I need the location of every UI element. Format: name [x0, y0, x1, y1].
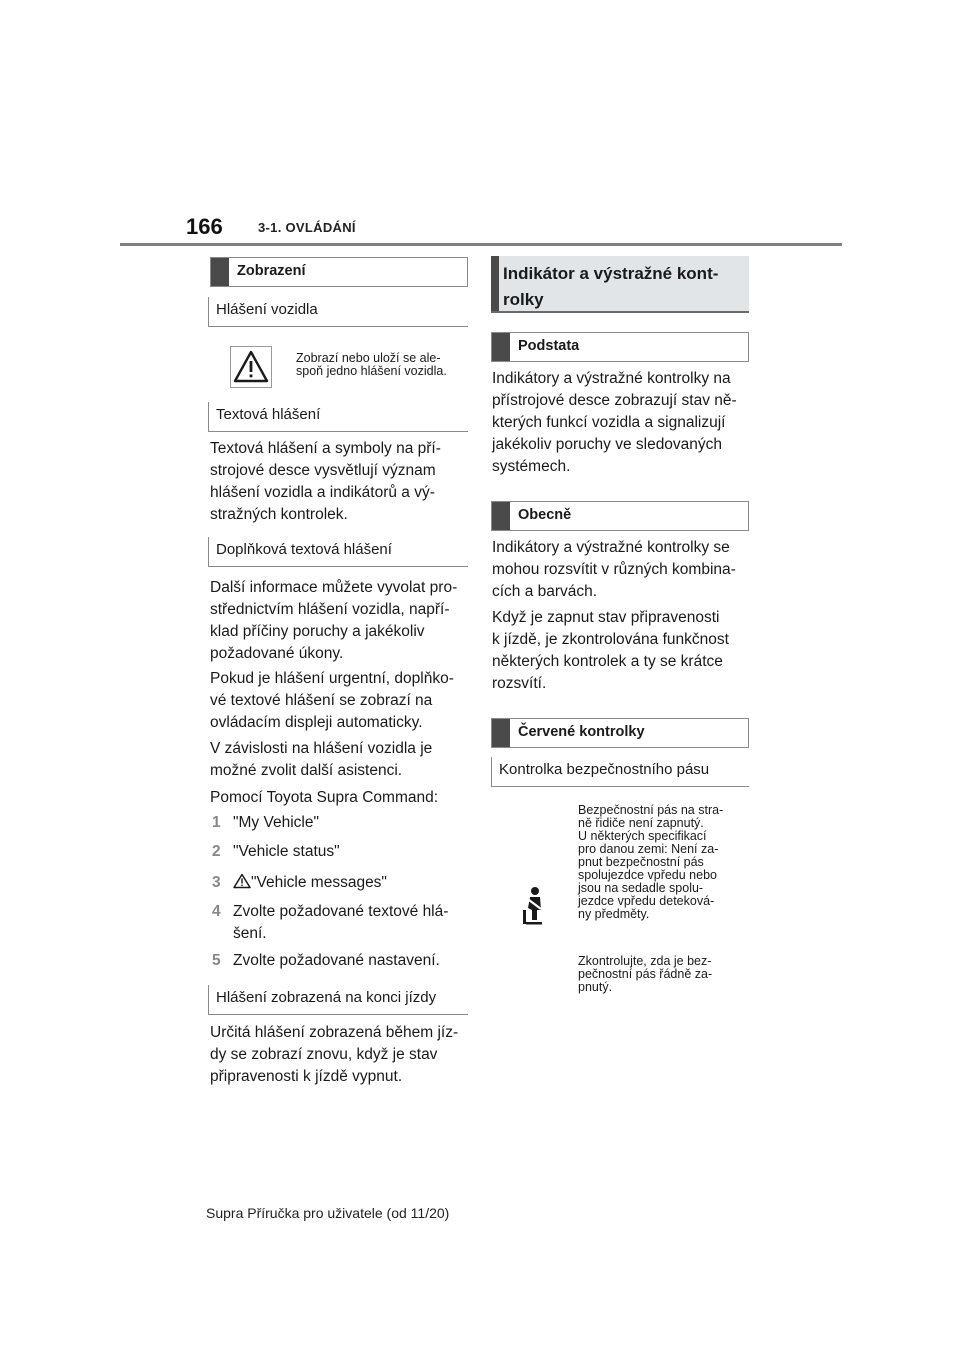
- text-line: dy se zobrazí znovu, když je stav: [210, 1046, 438, 1063]
- paragraph-podstata: [492, 368, 762, 478]
- text-line: ny předměty.: [578, 907, 650, 921]
- text-line: rozsvítí.: [492, 675, 547, 692]
- text-line: Indikátor a výstražné kont-: [503, 264, 719, 283]
- text-line: šení.: [233, 925, 267, 942]
- section-zobrazeni: [210, 257, 468, 287]
- text-line: střednictvím hlášení vozidla, napří-: [210, 601, 450, 618]
- text-line: Zkontrolujte, zda je bez-: [578, 954, 712, 968]
- text-line: rolky: [503, 290, 544, 309]
- text-line: jakékoliv poruchy ve sledovaných: [492, 436, 723, 453]
- text-line: V závislosti na hlášení vozidla je: [210, 740, 433, 757]
- step-text-with-icon: [233, 872, 473, 894]
- text-line: strojové desce vysvětlují význam: [210, 462, 436, 479]
- section-cervene-kontrolky: [491, 718, 749, 748]
- subsection-kontrolka-pasu: [491, 757, 749, 787]
- subsection-hlaseni-vozidla: [208, 297, 468, 327]
- section-label: Zobrazení: [237, 263, 306, 279]
- step-text: Zvolte požadované nastavení.: [233, 952, 440, 969]
- step-text: "My Vehicle": [233, 814, 319, 831]
- big-section-label: [503, 261, 739, 313]
- paragraph-urcita: [210, 1022, 475, 1088]
- text-line: ně řidiče není zapnutý.: [578, 816, 704, 830]
- subsection-label: Kontrolka bezpečnostního pásu: [499, 761, 710, 778]
- step-number: 4: [212, 903, 221, 920]
- section-podstata: [491, 332, 749, 362]
- text-line: Bezpečnostní pás na stra-: [578, 803, 724, 817]
- subsection-label: Hlášení vozidla: [216, 301, 318, 318]
- text-line: Indikátory a výstražné kontrolky se: [492, 539, 730, 556]
- section-marker: [492, 502, 510, 530]
- subsection-label: Hlášení zobrazená na konci jízdy: [216, 989, 437, 1006]
- belt-note-1: [578, 804, 758, 921]
- section-label: Podstata: [518, 338, 580, 354]
- text-line: klad příčiny poruchy a jakékoliv: [210, 623, 425, 640]
- section-marker: [491, 256, 499, 311]
- step-number: 3: [212, 874, 221, 891]
- step-number: 1: [212, 814, 221, 831]
- warning-triangle-icon: [231, 347, 271, 387]
- section-marker: [211, 258, 229, 286]
- text-line: systémech.: [492, 458, 571, 475]
- text-line: k jízdě, je zkontrolována funkčnost: [492, 631, 729, 648]
- section-label: Červené kontrolky: [518, 724, 645, 740]
- text-line: Zvolte požadované textové hlá-: [233, 903, 449, 920]
- header-rule: [120, 243, 842, 246]
- text-line: Textová hlášení a symboly na pří-: [210, 440, 441, 457]
- paragraph-dalsi: [210, 577, 475, 665]
- text-line: možné zvolit další asistenci.: [210, 762, 403, 779]
- text-line: některých kontrolek a ty se krátce: [492, 653, 723, 670]
- subsection-doplnkova: [208, 537, 468, 567]
- step-text: "Vehicle messages": [251, 874, 387, 891]
- text-line: vé textové hlášení se zobrazí na: [210, 692, 433, 709]
- text-line: mohou rozsvítit v různých kombina-: [492, 561, 736, 578]
- paragraph-zavislosti: [210, 738, 475, 782]
- warning-note: [296, 352, 476, 378]
- text-line: jsou na sedadle spolu-: [578, 881, 704, 895]
- paragraph-textova: [210, 438, 475, 526]
- subsection-label: Textová hlášení: [216, 406, 321, 423]
- seatbelt-icon-frame: [516, 886, 550, 926]
- text-line: stražných kontrolek.: [210, 506, 348, 523]
- text-line: ovládacím displeji automaticky.: [210, 714, 423, 731]
- paragraph-pomoci: Pomocí Toyota Supra Command:: [210, 789, 439, 806]
- text-line: připravenosti k jízdě vypnut.: [210, 1068, 403, 1085]
- text-line: pnut bezpečnostní pás: [578, 855, 704, 869]
- belt-note-2: [578, 955, 758, 994]
- section-obecne: [491, 501, 749, 531]
- seatbelt-icon: [516, 886, 550, 926]
- big-section-indikator: [491, 256, 749, 313]
- step-text: "Vehicle status": [233, 843, 340, 860]
- text-line: Když je zapnut stav připravenosti: [492, 609, 720, 626]
- text-line: pečnostní pás řádně za-: [578, 967, 713, 981]
- text-line: spolujezdce vpředu nebo: [578, 868, 717, 882]
- text-line: přístrojové desce zobrazují stav ně-: [492, 392, 737, 409]
- text-line: Určitá hlášení zobrazená během jíz-: [210, 1024, 459, 1041]
- step-number: 2: [212, 843, 221, 860]
- text-line: požadované úkony.: [210, 645, 344, 662]
- page-number: 166: [186, 214, 223, 239]
- text-line: U některých specifikací: [578, 829, 707, 843]
- subsection-label: Doplňková textová hlášení: [216, 541, 392, 558]
- step-number: 5: [212, 952, 221, 969]
- text-line: cích a barvách.: [492, 583, 598, 600]
- section-marker: [492, 719, 510, 747]
- chapter-title: 3-1. OVLÁDÁNÍ: [258, 220, 356, 235]
- subsection-konec-jizdy: [208, 985, 468, 1015]
- text-line: Zobrazí nebo uloží se ale-: [296, 351, 441, 365]
- section-label: Obecně: [518, 507, 572, 523]
- subsection-textova-hlaseni: [208, 402, 468, 432]
- text-line: hlášení vozidla a indikátorů a vý-: [210, 484, 435, 501]
- section-marker: [492, 333, 510, 361]
- paragraph-kdyz: [492, 607, 762, 695]
- step-text: [233, 901, 473, 945]
- page-footer: Supra Příručka pro uživatele (od 11/20): [206, 1205, 450, 1221]
- paragraph-pokud: [210, 668, 475, 734]
- text-line: Pokud je hlášení urgentní, doplňko-: [210, 670, 454, 687]
- text-line: pnutý.: [578, 980, 613, 994]
- text-line: kterých funkcí vozidla a signalizují: [492, 414, 726, 431]
- text-line: Další informace můžete vyvolat pro-: [210, 579, 458, 596]
- text-line: pro danou zemi: Není za-: [578, 842, 719, 856]
- text-line: Indikátory a výstražné kontrolky na: [492, 370, 731, 387]
- warning-triangle-icon: [233, 873, 251, 889]
- text-line: jezdce vpředu deteková-: [578, 894, 715, 908]
- paragraph-obecne: [492, 537, 762, 603]
- warning-icon-frame: [230, 346, 272, 388]
- text-line: spoň jedno hlášení vozidla.: [296, 364, 447, 378]
